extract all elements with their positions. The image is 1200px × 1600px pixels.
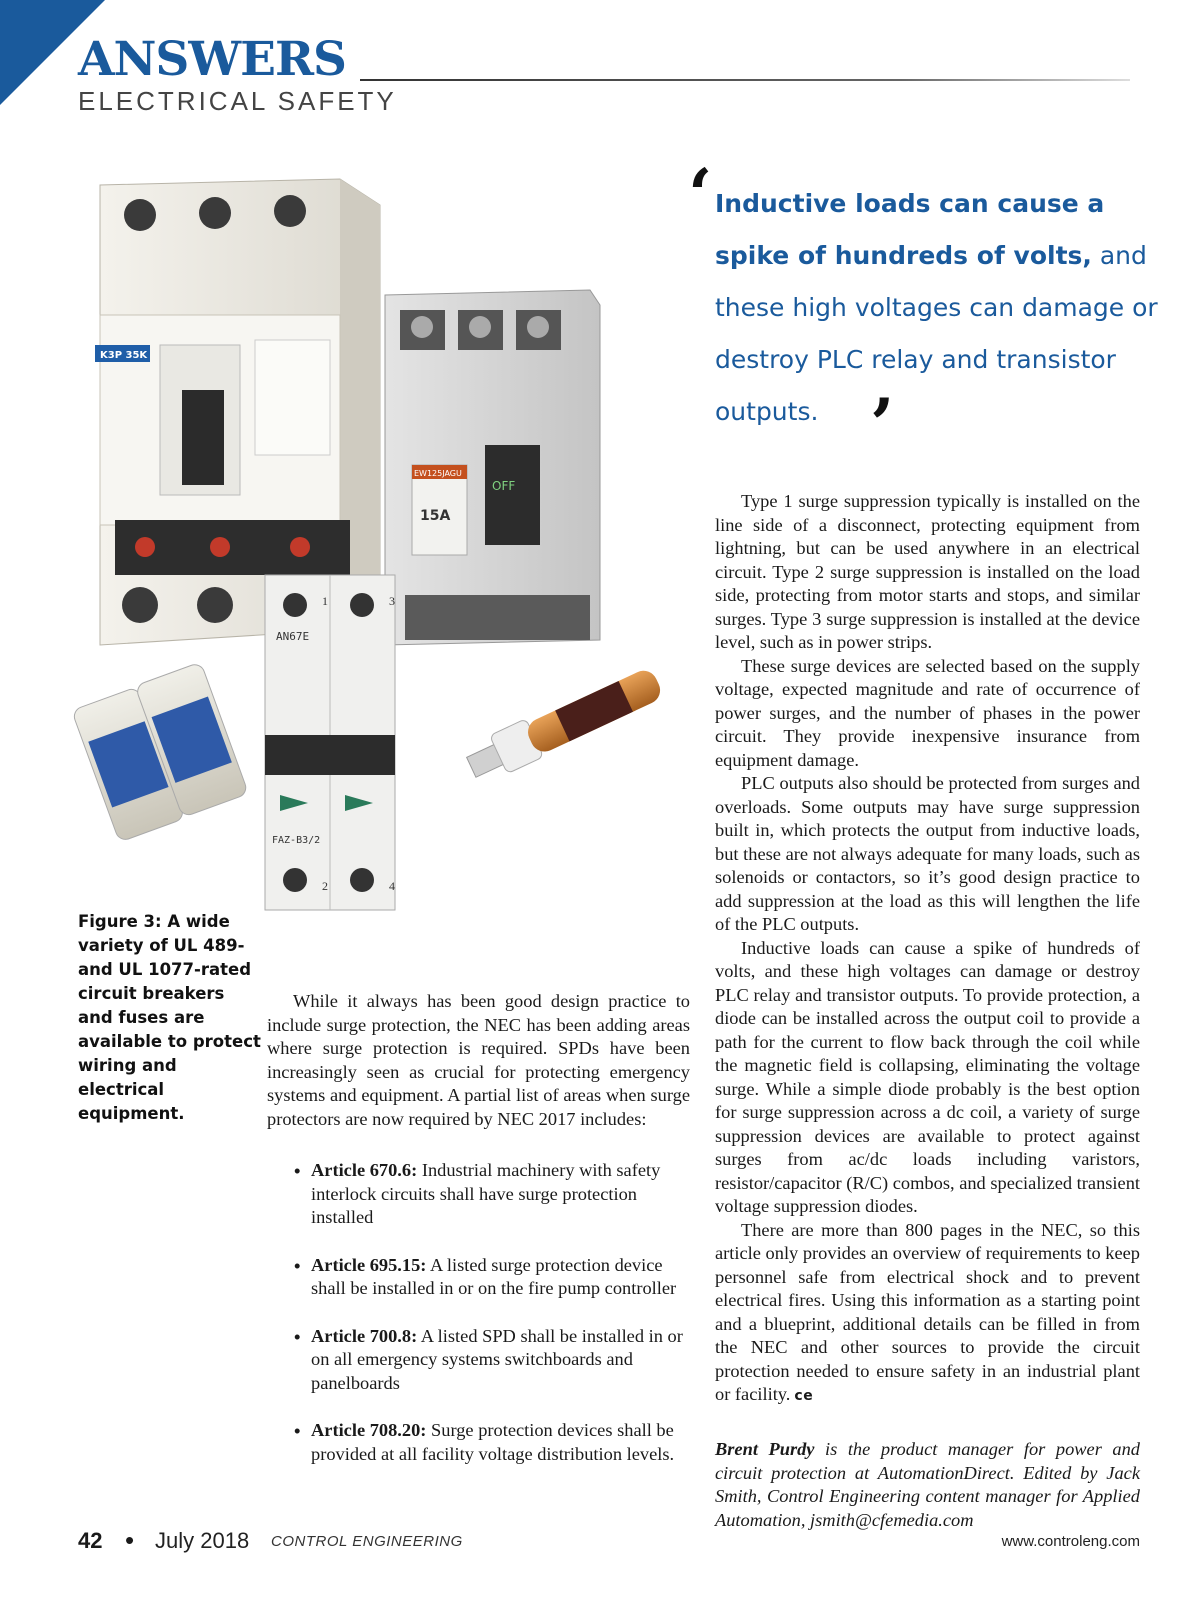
paragraph-final (715, 1219, 1140, 1409)
miniature-breaker (265, 575, 395, 910)
article-number: Article 708.20: (311, 1420, 427, 1440)
publication-name: CONTROL ENGINEERING (271, 1533, 463, 1550)
article-text: A listed SPD shall be installed in or on all emergency systems switchboards and panelboards (311, 1325, 683, 1393)
end-mark: ce (794, 1388, 814, 1404)
close-quote-mark: ’ (870, 383, 895, 466)
model-label: K3P 35K (100, 350, 148, 361)
paragraph: PLC outputs also should be protected from surges and overloads. Some outputs may have surge suppression built in, which protects the output from inductive loads, but these are not always adequate for many loads, such as solenoids or contactors, so it’s good design practice to add suppression at the load as this will lengthen the life of the PLC outputs. (715, 773, 1140, 934)
article-text: Surge protection devices shall be provided at all facility voltage distribution levels. (311, 1420, 675, 1464)
article-number: Article 695.15: (311, 1254, 427, 1275)
header-rule (360, 79, 1130, 81)
breaker-brand-label: EW125JAGU (414, 469, 462, 478)
pull-quote-strong: Inductive loads can cause a spike of hundreds of volts, (715, 189, 1105, 270)
nec-article-list (267, 1159, 690, 1466)
list-item (294, 1325, 690, 1396)
page-footer (78, 1525, 1140, 1558)
article-text: Industrial machinery with safety interlock circuits shall have surge protection installed (311, 1160, 661, 1227)
figure-3-photo (40, 175, 680, 935)
article-number: Article 670.6: (311, 1160, 418, 1180)
footer-separator: • (125, 1525, 135, 1555)
author-name: Brent Purdy (715, 1439, 815, 1459)
right-column (715, 490, 1140, 1409)
pull-quote-rest: and these high voltages can damage or destroy PLC relay and transistor outputs. (715, 241, 1158, 426)
paragraph-final-text: There are more than 800 pages in the NEC, so this article only provides an overview of requirements to keep personnel safe from electrical shock and to prevent electrical fires. Using this information as a starting point and a blueprint, additional details can be filled in from the NEC and other sources to provide the circuit protection needed to ensure safety in an industrial plant or facility. (715, 1219, 1140, 1404)
middle-column (267, 990, 690, 1490)
cartridge-fuses (72, 662, 249, 842)
issue-date: July 2018 (155, 1528, 250, 1553)
list-item (294, 1419, 690, 1466)
pole-number-4: 4 (389, 879, 395, 893)
article-number: Article 700.8: (311, 1325, 418, 1346)
article-text: A listed surge protection device shall be installed in or on the fire pump controller (311, 1254, 677, 1298)
small-circuit-breaker (385, 290, 600, 645)
paragraph: Type 1 surge suppression typically is installed on the line side of a disconnect, protecting equipment from lightning, but can be used anywhere in an electrical circuit. Type 2 surge suppression is installed on the load side, protecting from motor starts and stops, and similar surges. Type 3 surge suppression is installed at the device level, such as in power strips. (715, 491, 1140, 652)
author-bio (715, 1438, 1140, 1532)
intro-paragraph: While it always has been good design practice to include surge protection, the NEC has been adding areas where surge protection is required. SPDs have been increasingly seen as crucial for protecting emergency systems and equipment. A partial list of areas when surge protectors are now required by NEC 2017 includes: (267, 991, 690, 1129)
website-url[interactable]: www.controleng.com (1001, 1533, 1140, 1550)
pull-quote (715, 178, 1175, 438)
breaker-rating-label: 15A (420, 508, 451, 524)
author-bio-text: is the product manager for power and circuit protection at AutomationDirect. Edited by Jack Smith, Control Engineering content manager for Applied Automation, jsmith@cfemedia.com (715, 1439, 1140, 1530)
blade-fuse (462, 662, 666, 787)
open-quote-mark: ‘ (688, 153, 713, 236)
mini-breaker-top-label: AN67E (276, 630, 310, 643)
list-item (294, 1159, 690, 1230)
list-item (294, 1254, 690, 1301)
pole-number-1: 1 (322, 594, 328, 608)
mini-breaker-model-label: FAZ-B3/2 (272, 835, 321, 846)
paragraph: These surge devices are selected based on the supply voltage, expected magnitude and rate of occurrence of power surges, and the number of phases in the power circuit. They provide inexpensive insurance from equipment damage. (715, 655, 1140, 770)
pole-number-3: 3 (389, 594, 395, 608)
breaker-switch-label: OFF (492, 479, 516, 493)
page-number: 42 (78, 1528, 103, 1553)
pole-number-2: 2 (322, 879, 328, 893)
section-title: ANSWERS (78, 32, 346, 87)
figure-caption: Figure 3: A wide variety of UL 489- and UL 1077-rated circuit breakers and fuses are available to protect wiring and electrical equipment. (78, 912, 261, 1123)
paragraph: Inductive loads can cause a spike of hundreds of volts, and these high voltages can damage or destroy PLC relay and transistor outputs. To provide protection, a diode can be installed across the output coil to provide a path for the current to flow back through the coil while the magnetic field is collapsing, eliminating the voltage surge. While a simple diode probably is the best option for surge suppression across a dc coil, a variety of surge suppression devices are available to protect against surges from ac/dc loads including varistors, resistor/capacitor (R/C) combos, and specialized transient voltage suppression diodes. (715, 937, 1140, 1216)
section-subtitle: ELECTRICAL SAFETY (78, 86, 397, 116)
